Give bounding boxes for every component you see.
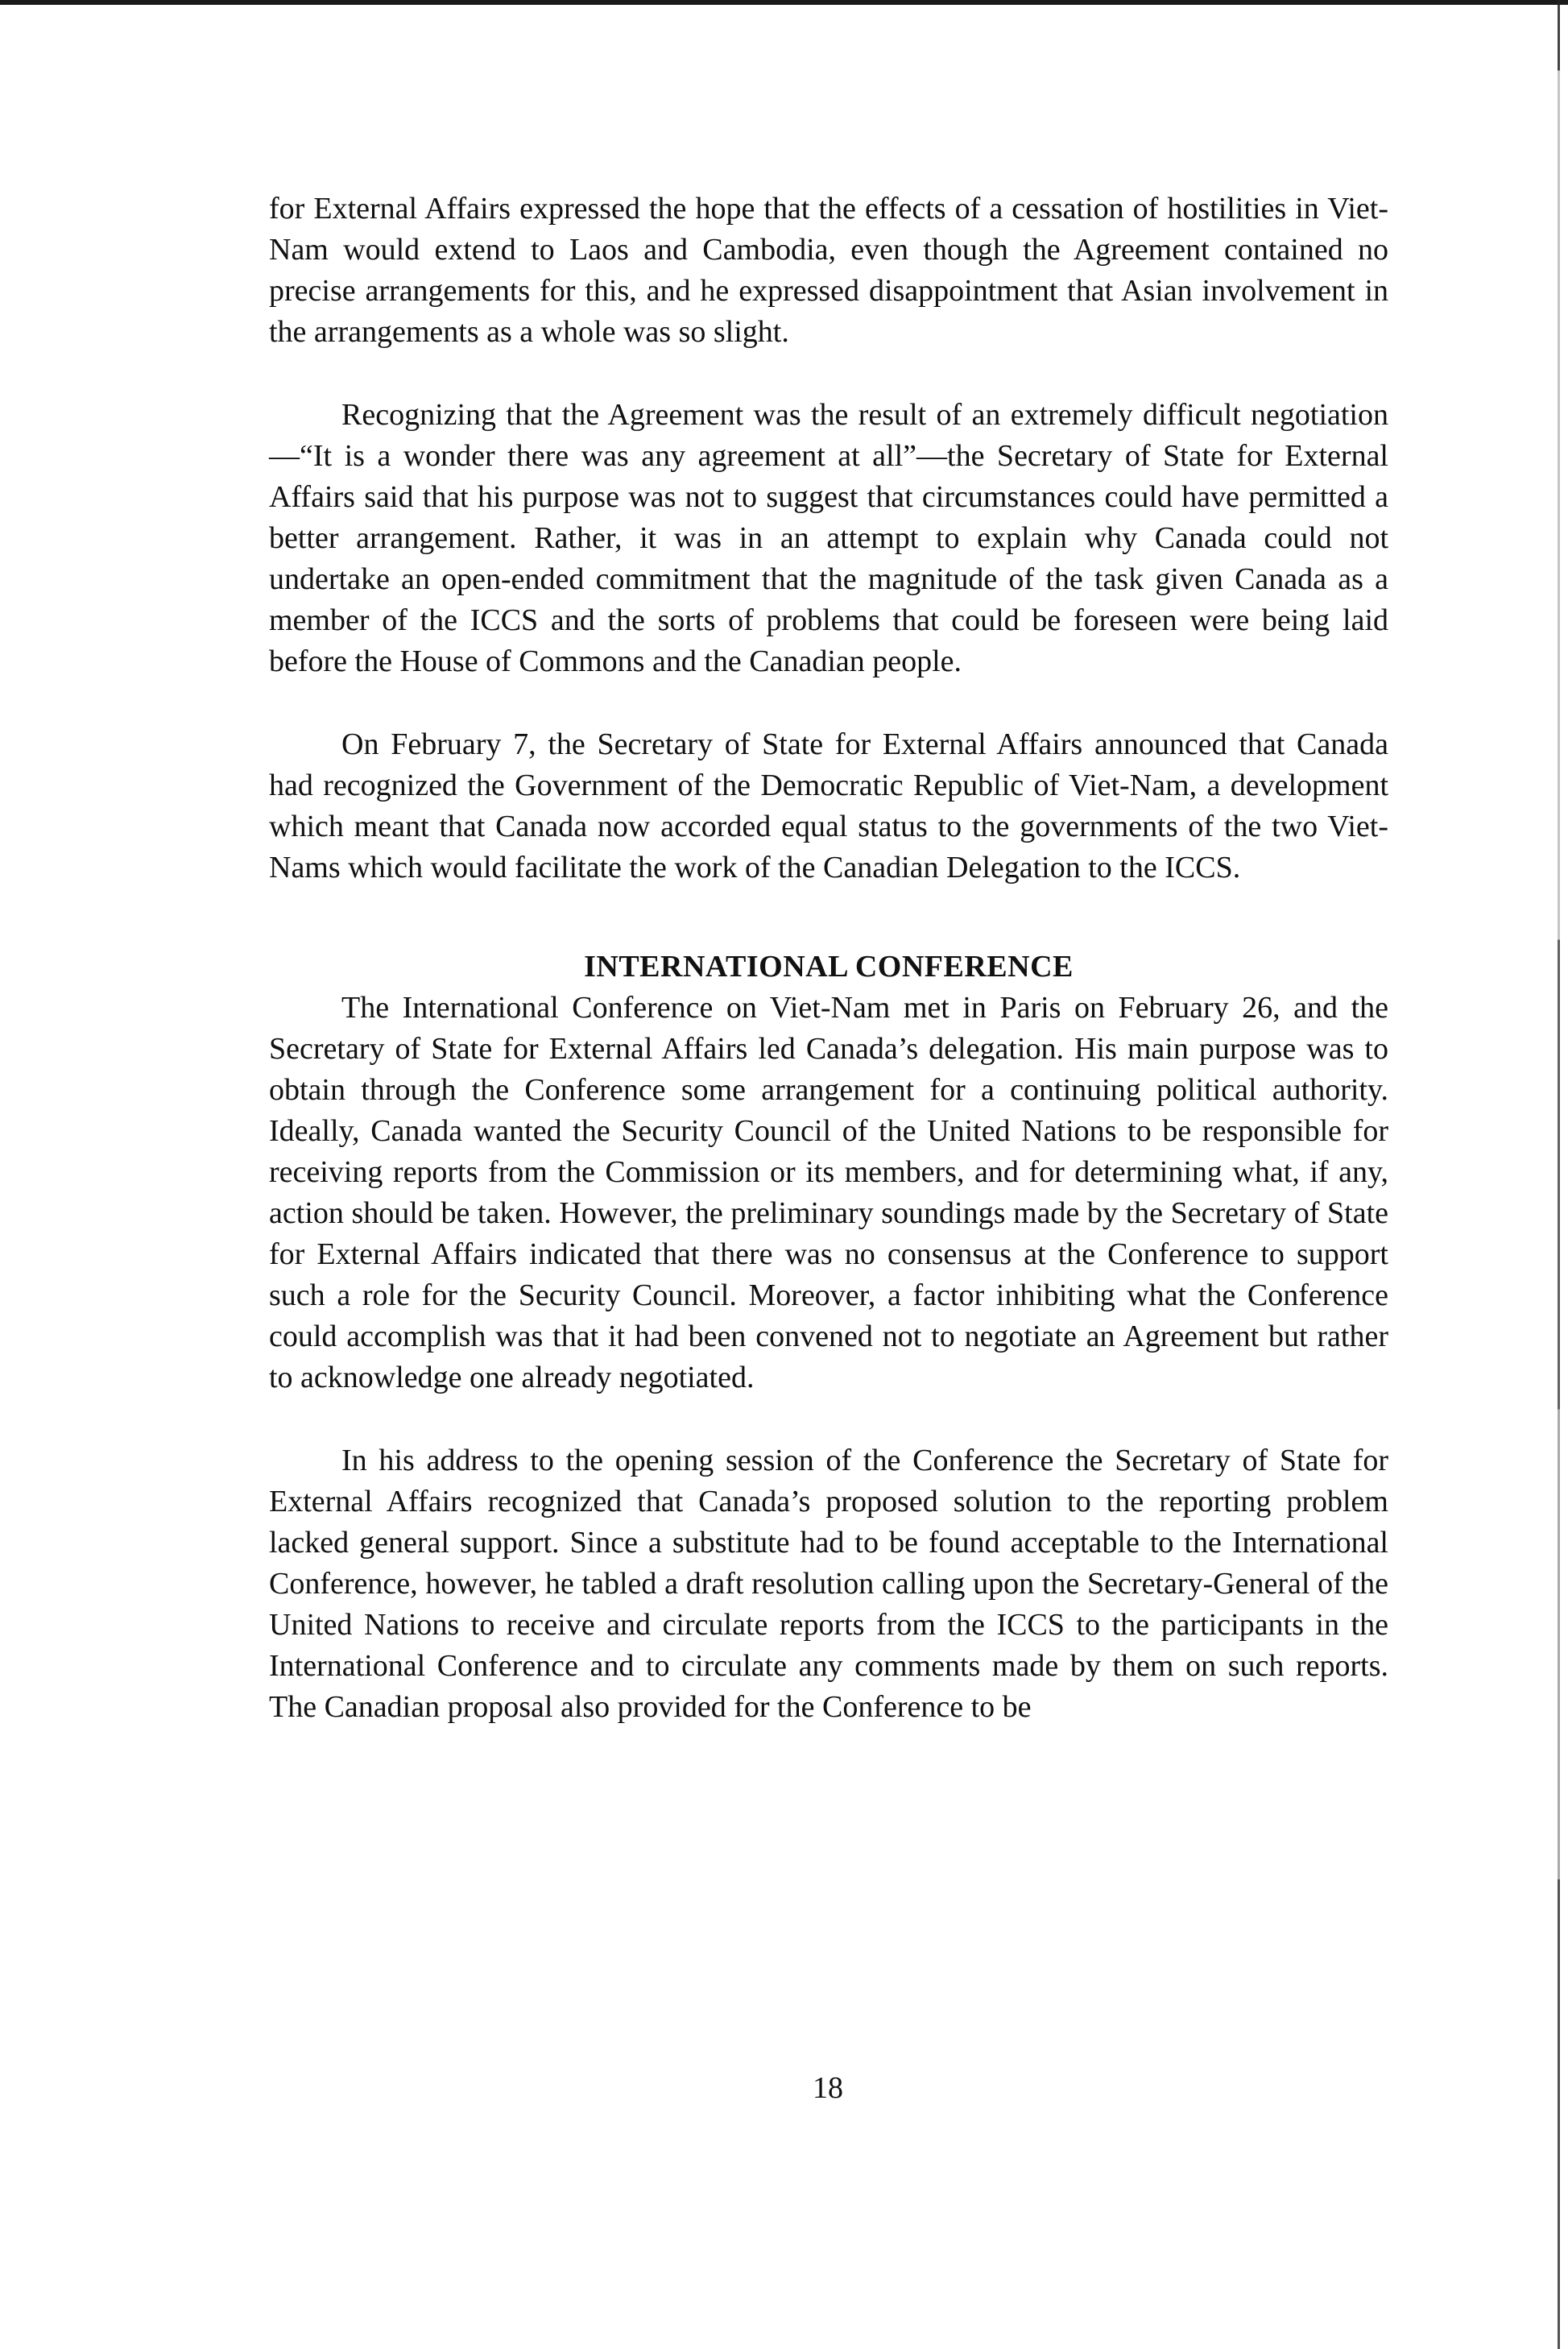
paragraph: On February 7, the Secretary of State for External Affairs announced that Canada had recognized the Government of the Democratic Republic of Viet-Nam, a development which meant that Canada now accorded equal status to the governments of the two Viet-Nams which would facilitate the work of the Canadian Delegation to the ICCS.	[269, 727, 1388, 884]
paragraph: The International Conference on Viet-Nam met in Paris on February 26, and the Secretary of State for External Affairs led Canada’s delegation. His main purpose was to obtain through the Conference some arrangement for a continuing political authority. Ideally, Canada wanted the Security Council of the United Nations to be responsible for receiving reports from the Commission or its members, and for determining what, if any, action should be taken. However, the preliminary soundings made by the Secretary of State for External Affairs indicated that there was no consensus at the Conference to support such a role for the Security Council. Moreover, a factor inhibiting what the Conference could accomplish was that it had been convened not to negotiate an Agreement but rather to acknowledge one already negotiated.	[269, 991, 1388, 1394]
paragraph-continued: for External Affairs expressed the hope that the effects of a cessation of hostilities in Viet-Nam would extend to Laos and Cambodia, even though the Agreement contained no precise arrangements for this, and he expressed disappointment that Asian involvement in the arrangements as a whole was so slight.	[269, 192, 1388, 349]
top-scan-edge	[0, 0, 1568, 5]
paragraph: In his address to the opening session of the Conference the Secretary of State for External Affairs recognized that Canada’s proposed solution to the reporting problem lacked general support. Since a substitute had to be found acceptable to the International Conference, however, he tabled a draft resolution calling upon the Secretary-General of the United Nations to receive and circulate reports from the ICCS to the participants in the International Conference and to circulate any comments made by them on such reports. The Canadian proposal also provided for the Conference to be	[269, 1444, 1388, 1724]
section-heading: INTERNATIONAL CONFERENCE	[584, 950, 1074, 984]
paragraph: Recognizing that the Agreement was the result of an extremely difficult negotiation—“It is a wonder there was any agreement at all”—the Secretary of State for External Affairs said that his purpose was not to suggest that circumstances could have permitted a better arrangement. Rather, it was in an attempt to explain why Canada could not undertake an open-ended commitment that the magnitude of the task given Canada as a member of the ICCS and the sorts of problems that could be foreseen were being laid before the House of Commons and the Canadian people.	[269, 398, 1388, 678]
page-number: 18	[813, 2071, 843, 2105]
body-text	[269, 188, 1388, 1770]
right-scan-edge	[1558, 0, 1560, 2349]
